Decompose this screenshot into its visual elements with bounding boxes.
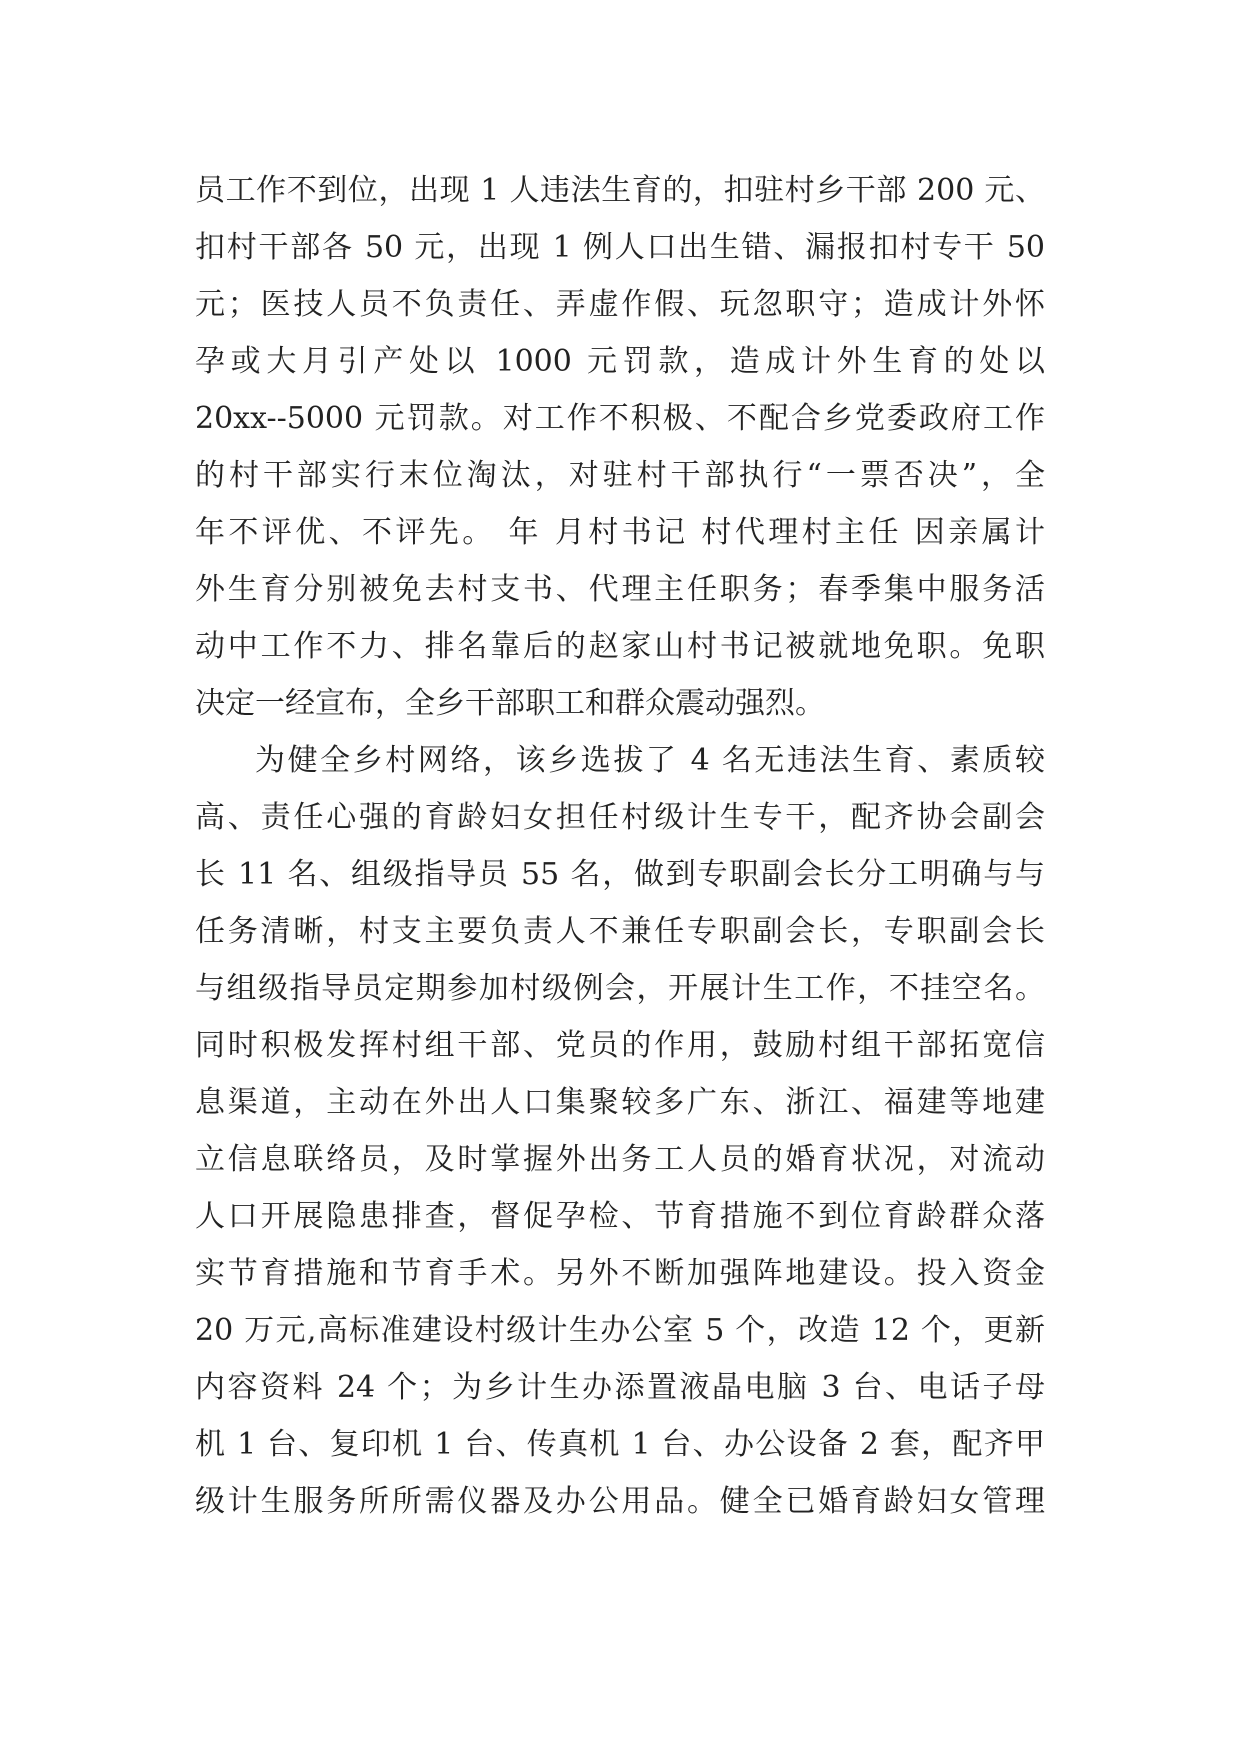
text-line: 员工作不到位，出现 1 人违法生育的，扣驻村乡干部 200 元、 [195,173,1045,208]
text-line: 年不评优、不评先。 年 月村书记 村代理村主任 因亲属计 [195,515,1045,550]
document-body [195,162,1045,1530]
text-line: 决定一经宣布，全乡干部职工和群众震动强烈。 [195,686,825,721]
paragraph-network [195,732,1045,1530]
text-line: 高、责任心强的育龄妇女担任村级计生专干，配齐协会副会 [195,800,1045,835]
text-line: 孕或大月引产处以 1000 元罚款，造成计外生育的处以 [195,344,1045,379]
text-line: 级计生服务所所需仪器及办公用品。健全已婚育龄妇女管理 [195,1484,1045,1519]
text-line: 动中工作不力、排名靠后的赵家山村书记被就地免职。免职 [195,629,1045,664]
text-line: 的村干部实行末位淘汰，对驻村干部执行“一票否决”，全 [195,458,1045,493]
text-line: 机 1 台、复印机 1 台、传真机 1 台、办公设备 2 套，配齐甲 [195,1427,1045,1462]
text-line: 人口开展隐患排查，督促孕检、节育措施不到位育龄群众落 [195,1199,1045,1234]
text-line: 长 11 名、组级指导员 55 名，做到专职副会长分工明确与与 [195,857,1045,892]
text-line: 任务清晰，村支主要负责人不兼任专职副会长，专职副会长 [195,914,1045,949]
text-line: 内容资料 24 个；为乡计生办添置液晶电脑 3 台、电话子母 [195,1370,1045,1405]
text-line: 扣村干部各 50 元，出现 1 例人口出生错、漏报扣村专干 50 [195,230,1045,265]
text-line: 立信息联络员，及时掌握外出务工人员的婚育状况，对流动 [195,1142,1045,1177]
text-line: 元；医技人员不负责任、弄虚作假、玩忽职守；造成计外怀 [195,287,1045,322]
text-line: 20 万元,高标准建设村级计生办公室 5 个，改造 12 个，更新 [195,1313,1045,1348]
text-line: 与组级指导员定期参加村级例会，开展计生工作，不挂空名。 [195,971,1045,1006]
text-line: 实节育措施和节育手术。另外不断加强阵地建设。投入资金 [195,1256,1045,1291]
text-line: 外生育分别被免去村支书、代理主任职务；春季集中服务活 [195,572,1045,607]
paragraph-penalties [195,162,1045,732]
text-line: 同时积极发挥村组干部、党员的作用，鼓励村组干部拓宽信 [195,1028,1045,1063]
text-line: 20xx--5000 元罚款。对工作不积极、不配合乡党委政府工作 [195,401,1045,436]
text-line: 为健全乡村网络，该乡选拔了 4 名无违法生育、素质较 [255,743,1045,778]
text-line: 息渠道，主动在外出人口集聚较多广东、浙江、福建等地建 [195,1085,1045,1120]
